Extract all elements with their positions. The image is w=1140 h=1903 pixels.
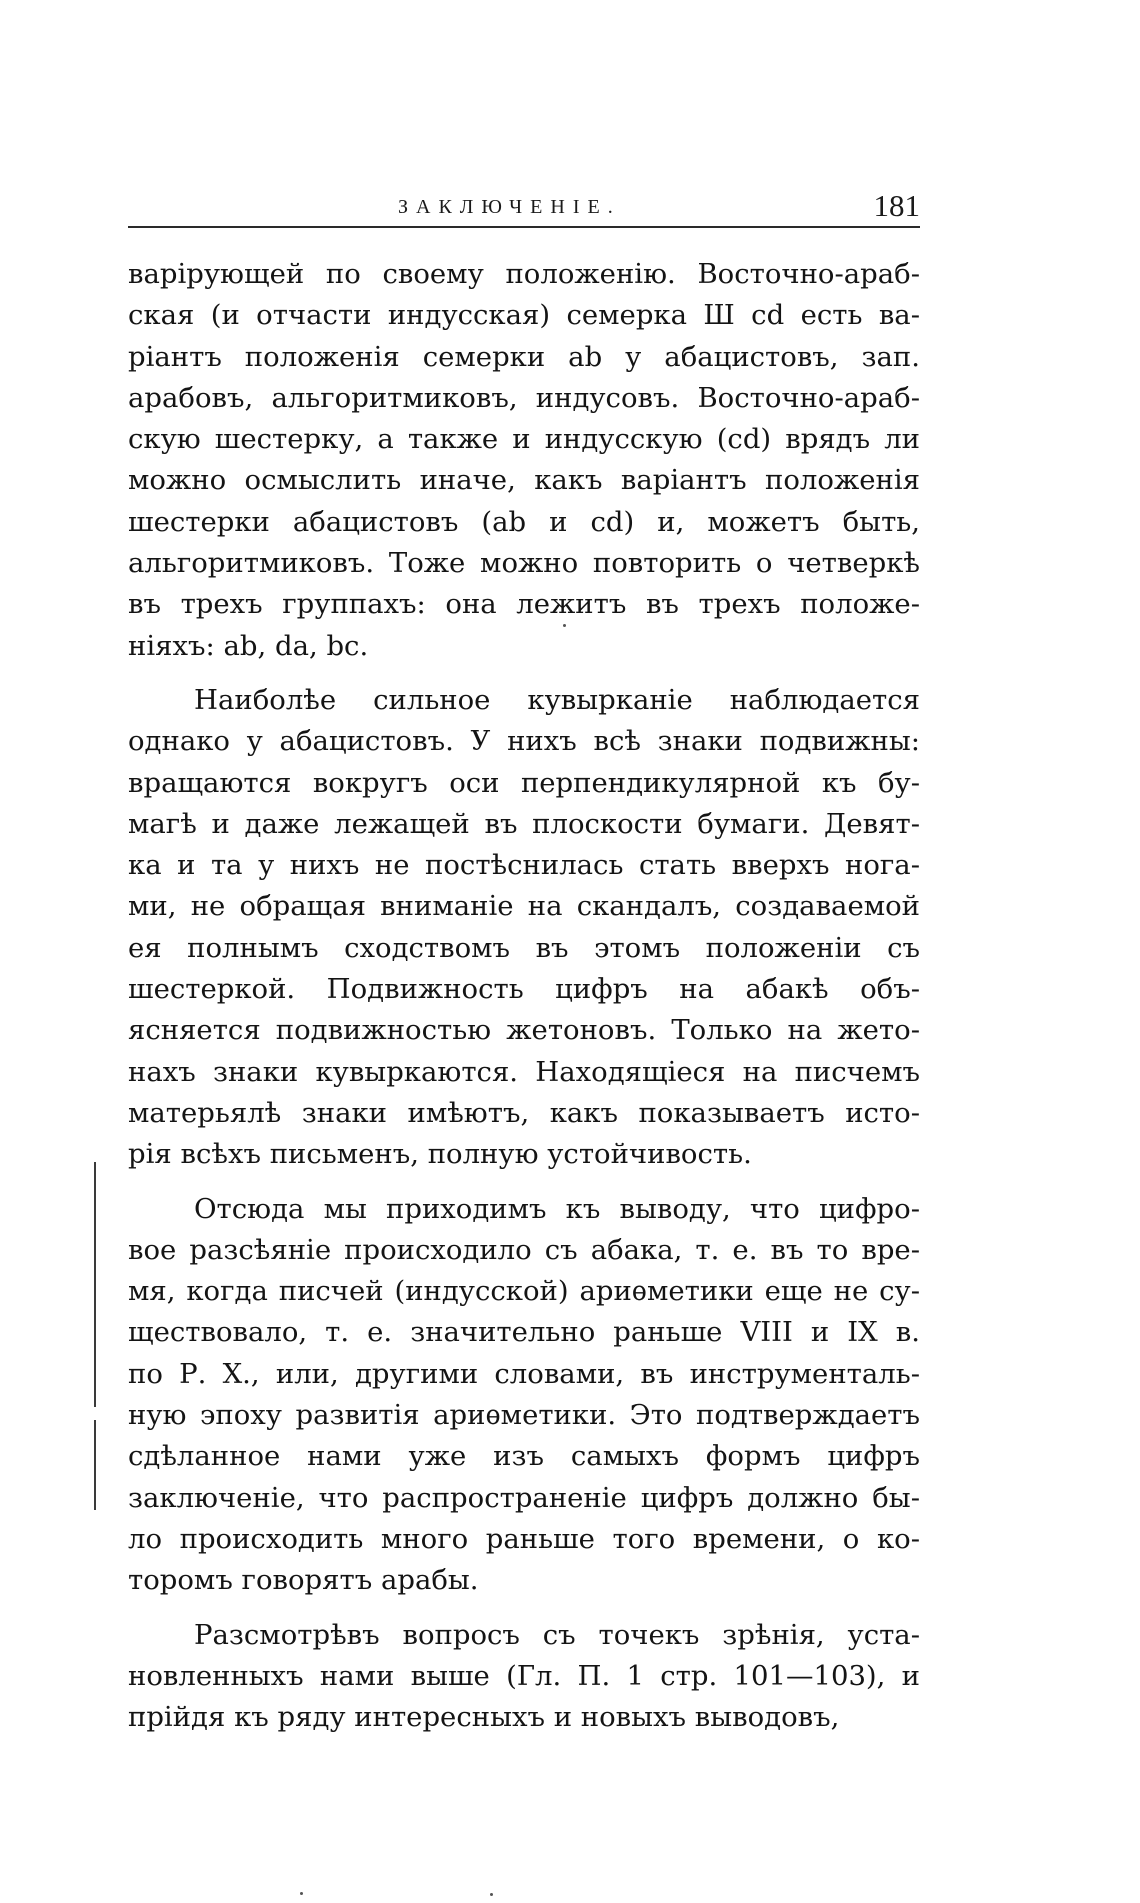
text-line: торомъ говорятъ арабы. [128,1564,479,1597]
text-line: ея полнымъ сходствомъ въ этомъ положеніи съ [128,931,920,964]
paragraph [128,1189,920,1602]
text-line: ніяхъ: ab, da, bc. [128,629,369,662]
header-rule [128,226,920,228]
text-line: заключеніе, что распространеніе цифръ должно бы- [128,1481,920,1514]
text-line: Разсмотрѣвъ вопросъ съ точекъ зрѣнія, уста- [194,1618,920,1651]
text-line: шестерки абацистовъ (ab и cd) и, можетъ быть, [128,505,920,538]
text-line: рія всѣхъ письменъ, полную устойчивость. [128,1138,752,1171]
text-line: шестеркой. Подвижность цифръ на абакѣ объ- [128,973,920,1006]
text-line: нахъ знаки кувыркаются. Находящіеся на писчемъ [128,1055,920,1088]
paragraph [128,254,920,667]
text-line: сдѣланное нами уже изъ самыхъ формъ цифръ [128,1440,920,1473]
page-speck [490,1893,493,1896]
text-line: ществовало, т. е. значительно раньше VIII и IX в. [128,1316,920,1349]
body-text [128,254,920,1738]
text-line: вращаются вокругъ оси перпендикулярной къ бу- [128,766,920,799]
text-line: можно осмыслить иначе, какъ варіантъ положенія [128,464,920,497]
paragraph [128,680,920,1176]
running-head [128,190,920,230]
text-line: арабовъ, альгоритмиковъ, индусовъ. Восточно-араб- [128,381,920,414]
text-line: ка и та у нихъ не постѣснилась стать вверхъ нога- [128,849,920,882]
page-speck [300,1892,303,1895]
margin-mark [94,1420,96,1510]
text-line: ло происходить много раньше того времени, о ко- [128,1522,920,1555]
text-line: ясняется подвижностью жетоновъ. Только на жето- [128,1014,920,1047]
text-line: въ трехъ группахъ: она лежитъ въ трехъ положе- [128,588,920,621]
text-line: ріантъ положенія семерки ab у абацистовъ, зап. [128,340,920,373]
text-line: по Р. Х., или, другими словами, въ инструменталь- [128,1357,920,1390]
text-line: прійдя къ ряду интересныхъ и новыхъ выводовъ, [128,1701,840,1734]
text-line: матерьялѣ знаки имѣютъ, какъ показываетъ исто- [128,1096,920,1129]
text-line: альгоритмиковъ. Тоже можно повторить о четверкѣ [128,547,920,580]
text-line: скую шестерку, а также и индусскую (cd) врядъ ли [128,423,920,456]
text-line: мя, когда писчей (индусской) ариѳметики еще не су- [128,1275,920,1308]
text-line: ную эпоху развитія ариѳметики. Это подтверждаетъ [128,1399,920,1432]
margin-mark [94,1162,96,1407]
text-line: новленныхъ нами выше (Гл. П. 1 стр. 101—103), и [128,1659,920,1692]
text-line: магѣ и даже лежащей въ плоскости бумаги. Девят- [128,807,920,840]
text-line: Наиболѣе сильное кувырканіе наблюдается [194,683,920,716]
running-title: ЗАКЛЮЧЕНІЕ. [398,196,621,218]
paragraph [128,1615,920,1739]
text-line: варірующей по своему положенію. Восточно-араб- [128,258,920,290]
text-line: однако у абацистовъ. У нихъ всѣ знаки подвижны: [128,725,920,758]
text-line: ми, не обращая вниманіе на скандалъ, создаваемой [128,890,920,923]
text-line: Отсюда мы приходимъ къ выводу, что цифро- [194,1192,920,1225]
text-line: вое разсѣяніе происходило съ абака, т. е. въ то вре- [128,1233,920,1266]
text-line: ская (и отчасти индусская) семерка Ш cd есть ва- [128,299,920,332]
page-number: 181 [873,188,920,223]
